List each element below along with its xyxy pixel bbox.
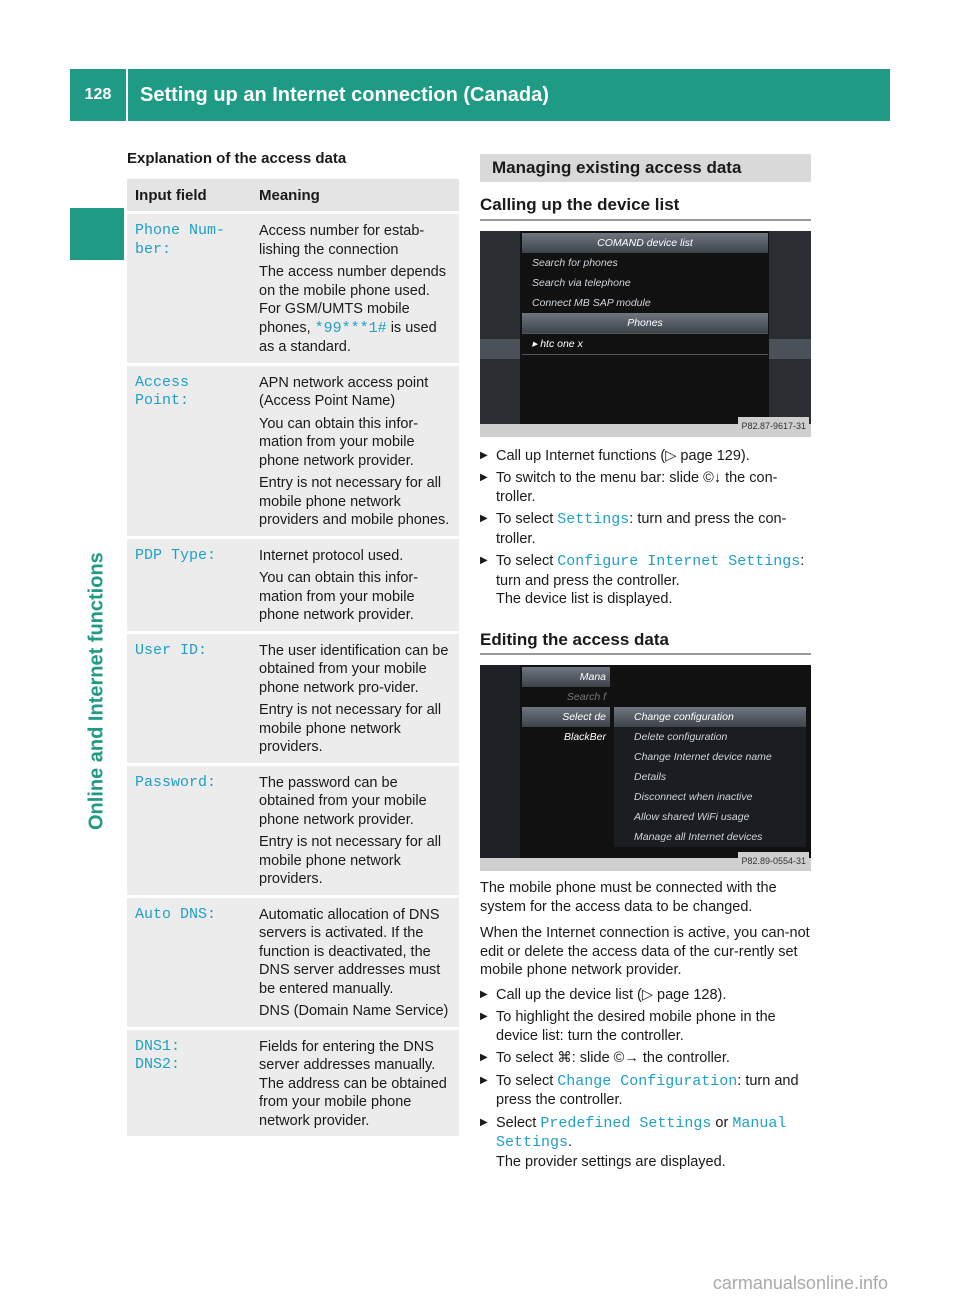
menu-item-selected: Phones [522, 313, 768, 333]
steps-device-list [480, 447, 811, 609]
meaning-cell [251, 764, 459, 896]
sub-heading-device-list: Calling up the device list [480, 196, 811, 221]
field-name: Access [135, 373, 190, 391]
page-number: 128 [84, 86, 112, 103]
paragraph: When the Internet connection is active, you can-not edit or delete the access data of the cur-rently set mobile phone network provider. [480, 925, 810, 978]
table-heading: Explanation of the access data [127, 150, 347, 167]
step: ▶ To select ⌘: slide ©→ the controller. [480, 1049, 811, 1068]
column-header: Meaning [251, 179, 459, 213]
step [480, 510, 811, 548]
left-column [127, 150, 459, 1139]
step-text: . [568, 1134, 573, 1150]
image-code: P82.89-0554-31 [738, 852, 809, 871]
menu-term: Manual Settings [496, 1114, 787, 1151]
step: ▶ Call up Internet functions (▷ page 129). [480, 447, 811, 466]
menu-item: Details [634, 771, 667, 783]
meaning-text [259, 474, 451, 530]
table-row [127, 764, 459, 896]
meaning-line: The access number depends on the mobile phone used. For GSM/UMTS mobile phones, [259, 264, 446, 336]
access-number-code: *99***1# [314, 319, 387, 337]
meaning-cell [251, 1028, 459, 1138]
menu-term: Change Configuration [557, 1072, 738, 1090]
meaning-line: The password can be obtained from your mobile phone network provider. [259, 774, 427, 828]
table-row [127, 632, 459, 764]
input-field-cell [127, 764, 251, 896]
field-name: ber: [135, 240, 172, 258]
meaning-cell [251, 213, 459, 365]
meaning-line: Entry is not necessary for all mobile phone network providers. [259, 834, 442, 887]
menu-title: COMAND device list [522, 233, 768, 253]
step-text: : turn and press the controller. [496, 1072, 799, 1108]
input-field-cell [127, 1028, 251, 1138]
paragraph: The mobile phone must be connected with the system for the access data to be changed. [480, 880, 777, 915]
page-title: Setting up an Internet connection (Canada) [140, 83, 549, 106]
meaning-line: is used as a standard. [259, 319, 437, 355]
step [480, 1072, 811, 1110]
step-text: : turn and press the controller. [496, 553, 805, 589]
left-menu-item: BlackBer [563, 731, 606, 743]
meaning-line: Internet protocol used. [259, 547, 404, 564]
meaning-text [259, 701, 451, 757]
field-name: DNS1: [135, 1037, 181, 1055]
left-menu-item: Search f [566, 691, 606, 703]
meaning-line: You can obtain this infor-mation from your mobile phone network provider. [259, 570, 419, 623]
menu-term: Configure Internet Settings [557, 553, 801, 570]
step-text: To select [496, 553, 558, 569]
device-name: htc one x [540, 337, 583, 350]
meaning-text [259, 1002, 451, 1021]
step: ▶ Call up the device list (▷ page 128). [480, 986, 811, 1005]
screenshot-access-menu [480, 665, 811, 871]
table-row [127, 213, 459, 365]
step-text: or [711, 1114, 733, 1131]
input-field-cell [127, 213, 251, 365]
menu-term: Predefined Settings [540, 1114, 712, 1132]
steps-editing [480, 986, 811, 1172]
table-row [127, 364, 459, 537]
menu-item: Manage all Internet devices [634, 831, 763, 843]
input-field-cell [127, 632, 251, 764]
meaning-line: The user identification can be obtained from your mobile phone network pro-vider. [259, 642, 449, 696]
meaning-cell [251, 896, 459, 1028]
chapter-title: Online and Internet functions [85, 552, 108, 830]
meaning-text [259, 547, 451, 566]
menu-item: Allow shared WiFi usage [634, 811, 750, 823]
menu-item: Connect MB SAP module [532, 296, 651, 309]
field-name: User ID: [135, 641, 208, 659]
section-title: Managing existing access data [480, 154, 811, 182]
field-name: Phone Num- [135, 222, 226, 239]
watermark: carmanualsonline.info [712, 1273, 888, 1293]
meaning-cell [251, 632, 459, 764]
table-row [127, 1028, 459, 1138]
access-data-table [127, 179, 459, 1139]
meaning-text [259, 263, 451, 357]
step-result: The provider settings are displayed. [496, 1153, 726, 1170]
meaning-line: Fields for entering the DNS server addresses manually. The address can be obtained from your mobile phone network provider. [259, 1038, 447, 1129]
meaning-cell [251, 364, 459, 537]
column-header: Input field [127, 179, 251, 213]
meaning-cell [251, 537, 459, 632]
menu-item: Disconnect when inactive [634, 791, 753, 803]
field-name: Auto DNS: [135, 905, 217, 923]
step [480, 552, 811, 609]
menu-item: Search via telephone [532, 276, 631, 289]
editing-text [480, 879, 811, 980]
meaning-text [259, 906, 451, 999]
meaning-line: Access number for estab-lishing the connection [259, 223, 425, 258]
menu-item: Change Internet device name [634, 751, 772, 763]
meaning-text [259, 222, 451, 259]
step: ▶ To highlight the desired mobile phone in the device list: turn the controller. [480, 1008, 811, 1045]
meaning-text [259, 569, 451, 625]
left-menu-item: Select de [522, 707, 610, 727]
meaning-line: You can obtain this infor-mation from your mobile phone network provider. [259, 415, 419, 469]
screenshot-device-list [480, 231, 811, 437]
meaning-line: DNS (Domain Name Service) [259, 1003, 449, 1019]
field-name: DNS2: [135, 1056, 181, 1073]
page-header [70, 69, 890, 121]
step-text: To select [496, 511, 558, 527]
menu-item-selected: Change configuration [614, 707, 806, 727]
menu-term: Settings [557, 511, 630, 528]
table-row [127, 537, 459, 632]
image-code: P82.87-9617-31 [738, 417, 809, 436]
table-row [127, 896, 459, 1028]
meaning-line: Automatic allocation of DNS servers is activated. If the function is deactivated, the DNS server addresses must be entered manually. [259, 906, 441, 997]
field-name: Point: [135, 392, 190, 409]
meaning-text [259, 642, 451, 698]
input-field-cell [127, 364, 251, 537]
meaning-line: APN network access point (Access Point Name) [259, 374, 429, 409]
meaning-text [259, 774, 451, 830]
left-menu-item: Mana [522, 667, 610, 687]
meaning-line: Entry is not necessary for all mobile phone network providers. [259, 702, 442, 755]
step: ▶ To switch to the menu bar: slide ©↓ the con-troller. [480, 469, 811, 506]
meaning-text [259, 374, 451, 411]
step [480, 1114, 811, 1172]
meaning-text [259, 833, 451, 889]
device-item: ▸ htc one x [522, 333, 768, 355]
step-result: The device list is displayed. [496, 591, 673, 607]
field-name: Password: [135, 773, 217, 791]
field-name: PDP Type: [135, 546, 217, 564]
meaning-text [259, 1038, 451, 1131]
step-text: : turn and press the con-troller. [496, 511, 787, 547]
section-marker [70, 208, 124, 260]
right-column [480, 154, 811, 1175]
step-text: Select [496, 1114, 541, 1131]
menu-item: Delete configuration [634, 731, 728, 743]
meaning-line: Entry is not necessary for all mobile phone network providers and mobile phones. [259, 475, 450, 528]
meaning-text [259, 415, 451, 471]
menu-item: Search for phones [532, 256, 618, 269]
step-text: To select [496, 1072, 558, 1089]
sub-heading-editing: Editing the access data [480, 631, 811, 656]
input-field-cell [127, 537, 251, 632]
input-field-cell [127, 896, 251, 1028]
